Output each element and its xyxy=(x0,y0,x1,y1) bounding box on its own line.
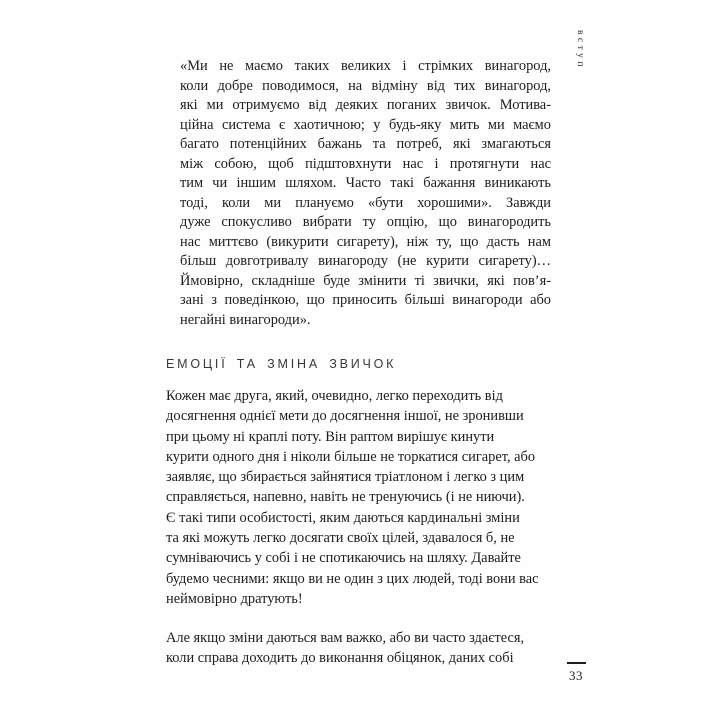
text-line: та які можуть легко досягати своїх цілей, здавалося б, не xyxy=(166,530,515,547)
text-line: нас миттєво (викурити сигарету), ніж ту, що дасть нам xyxy=(180,233,551,250)
text-line: справляється, напевно, навіть не тренуючись (і не ниючи). xyxy=(166,489,525,506)
text-line: коли справа доходить до виконання обіцянок, даних собі xyxy=(166,650,514,667)
text-line: сумніваючись у собі і не спотикаючись на шляху. Давайте xyxy=(166,550,521,567)
text-line: які ми отримуємо від деяких поганих звичок. Мотива- xyxy=(180,97,551,113)
text-line: дуже спокусливо вибрати ту опцію, що винагородить xyxy=(180,214,551,230)
page-footer xyxy=(565,662,587,684)
text-line: Є такі типи особистості, яким даються кардинальні зміни xyxy=(166,509,520,526)
text-line: при цьому ні краплі поту. Він раптом вирішує кинути xyxy=(166,428,495,445)
text-line: Ймовірно, складніше буде змінити ті звички, які пов’я- xyxy=(180,272,551,289)
text-line: курити одного дня і ніколи більше не торкатися сигарет, або xyxy=(166,448,536,465)
running-head-vertical: вступ xyxy=(575,30,585,71)
text-line: негайні винагороди». xyxy=(180,311,311,328)
text-line: будемо чесними: якщо ви не один з цих людей, тоді вони вас xyxy=(166,570,539,587)
quote-block xyxy=(180,57,551,330)
text-line: Кожен має друга, який, очевидно, легко переходить від xyxy=(166,388,503,404)
page-number-rule xyxy=(567,662,586,664)
page-number: 33 xyxy=(569,668,583,683)
text-line: більш довготривалу винагороду (не курити сигарету)… xyxy=(180,253,551,269)
text-line: досягнення однієї мети до досягнення іншої, не зронивши xyxy=(166,408,524,425)
text-line: заявляє, що збирається зайнятися тріатлоном і легко з цим xyxy=(166,469,525,486)
text-line: багато потенційних бажань та потреб, які змагаються xyxy=(180,136,551,152)
text-line: Але якщо зміни даються вам важко, або ви часто здаєтеся, xyxy=(166,630,525,646)
text-line: коли добре поводимося, на відміну від тих винагород, xyxy=(180,77,551,94)
body-paragraph xyxy=(166,386,566,609)
section-heading: ЕМОЦІЇ ТА ЗМІНА ЗВИЧОК xyxy=(166,357,397,371)
text-line: «Ми не маємо таких великих і стрімких винагород, xyxy=(180,58,551,74)
body-paragraph xyxy=(166,628,566,669)
text-line: неймовірно дратують! xyxy=(166,590,303,607)
text-line: між собою, щоб підштовхнути нас і протягнути нас xyxy=(180,155,551,172)
text-line: ційна система є хаотичною; у будь-яку мить ми маємо xyxy=(180,116,551,133)
text-line: тоді, коли ми плануємо «бути хорошими». Завжди xyxy=(180,194,551,211)
text-line: тим чи іншим шляхом. Часто такі бажання виникають xyxy=(180,175,551,191)
text-line: зані з поведінкою, що приносить більші винагороди або xyxy=(180,292,551,308)
